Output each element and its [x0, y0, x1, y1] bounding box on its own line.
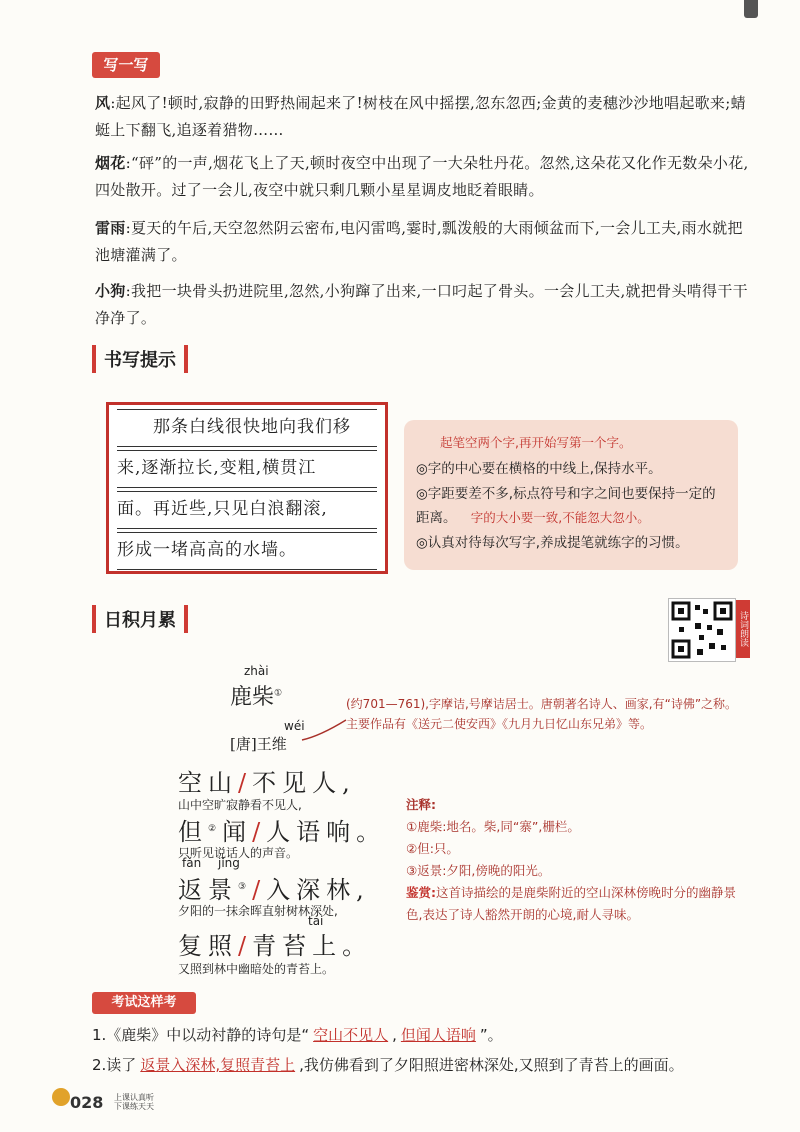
- author-pinyin: wéi: [284, 719, 305, 733]
- tip-item: ◎字距要差不多,标点符号和字之间也要保持一定的距离。 字的大小要一致,不能忽大忽小。: [416, 486, 716, 526]
- writing-tips-box: [404, 420, 738, 570]
- exam-section-tag: 考试这样考: [92, 992, 196, 1014]
- paragraph-text: :“砰”的一声,烟花飞上了天,顿时夜空中出现了一大朵牡丹花。忽然,这朵花又化作无数朵小花,四处散开。过了一会儿,夜空中就只剩几颗小星星调皮地眨着眼睛。: [95, 154, 749, 199]
- handwriting-sample: [106, 402, 388, 574]
- star-icon: [52, 1088, 70, 1106]
- answer: 空山不见人: [313, 1026, 389, 1044]
- appreciation: 鉴赏:这首诗描绘的是鹿柴附近的空山深林傍晚时分的幽静景色,表达了诗人豁然开朗的心境,耐人寻味。: [406, 885, 737, 922]
- paragraph-text: :夏天的午后,天空忽然阴云密布,电闪雷鸣,霎时,瓢泼般的大雨倾盆而下,一会儿工夫,雨水就把池塘灌满了。: [95, 219, 743, 264]
- note-item: ③返景:夕阳,傍晚的阳光。: [406, 863, 551, 878]
- tip-item: ◎认真对待每次写字,养成提笔就练字的习惯。: [416, 535, 689, 551]
- paragraph-wind: [95, 90, 755, 144]
- writing-tips-header: 书写提示: [92, 344, 188, 374]
- verse3-pinyin-b: jǐng: [218, 856, 240, 870]
- paragraph-label: 小狗: [95, 282, 126, 300]
- paragraph-label: 雷雨: [95, 219, 126, 237]
- exam-question-2: 2.读了 返景入深林,复照青苔上 ,我仿佛看到了夕阳照进密林深处,又照到了青苔上的画面。: [92, 1056, 684, 1074]
- poem-line-2: 但②闻/人语响。: [178, 818, 387, 846]
- poem-line-3: 返景③/入深林,: [178, 876, 370, 904]
- poem-translation-4: 又照到林中幽暗处的青苔上。: [178, 962, 335, 976]
- paragraph-label: 风: [95, 94, 111, 112]
- poem-notes: [406, 794, 746, 926]
- qr-code-icon[interactable]: [668, 598, 736, 662]
- notes-title: 注释:: [406, 797, 436, 812]
- answer: 但闻人语响: [400, 1026, 476, 1044]
- answer: 返景入深林,复照青苔上: [140, 1056, 296, 1074]
- paragraph-thunderstorm: [95, 215, 755, 269]
- poem-translation-1: 山中空旷寂静看不见人,: [178, 798, 302, 812]
- handwriting-line: 来,逐渐拉长,变粗,横贯江: [117, 450, 377, 488]
- tip-red-note: 起笔空两个字,再开始写第一个字。: [440, 435, 632, 450]
- paragraph-text: :我把一块骨头扔进院里,忽然,小狗蹿了出来,一口叼起了骨头。一会儿工夫,就把骨头啃得干干净净了。: [95, 282, 748, 327]
- write-section-tag: 写一写: [92, 52, 160, 78]
- exam-question-1: 1.《鹿柴》中以动衬静的诗句是“ 空山不见人 , 但闻人语响 ”。: [92, 1026, 503, 1044]
- title-pinyin: zhài: [244, 664, 269, 678]
- poem-translation-3: 夕阳的一抹余晖直射树林深处,: [178, 904, 338, 918]
- poem-author: [唐]王维: [230, 735, 287, 753]
- tip-red-note: 字的大小要一致,不能忽大忽小。: [470, 510, 650, 525]
- author-note-arrow: [300, 716, 350, 746]
- verse4-pinyin: tái: [308, 914, 324, 928]
- poem-title: 鹿柴①: [230, 685, 283, 710]
- tip-item: ◎字的中心要在横格的中线上,保持水平。: [416, 461, 662, 477]
- author-note: (约701—761),字摩诘,号摩诘居士。唐朝著名诗人、画家,有“诗佛”之称。主要作品有《送元二使安西》《九月九日忆山东兄弟》等。: [346, 697, 738, 731]
- paragraph-label: 烟花: [95, 154, 126, 172]
- handwriting-line: 形成一堵高高的水墙。: [117, 532, 377, 570]
- note-item: ①鹿柴:地名。柴,同“寨”,栅栏。: [406, 819, 580, 834]
- qr-label: 诗词朗读: [736, 600, 750, 658]
- note-item: ②但:只。: [406, 841, 459, 856]
- page-corner-mark: [744, 0, 758, 18]
- verse3-pinyin-a: fǎn: [182, 856, 202, 870]
- handwriting-line: 面。再近些,只见白浪翻滚,: [117, 491, 377, 529]
- poem-line-1: 空山/不见人,: [178, 769, 356, 797]
- daily-accumulation-header: 日积月累: [92, 604, 188, 634]
- poem-translation-2: 只听见说话人的声音。: [178, 846, 299, 860]
- paragraph-text: :起风了!顿时,寂静的田野热闹起来了!树枝在风中摇摆,忽东忽西;金黄的麦穗沙沙地唱起歌来;蜻蜓上下翻飞,追逐着猎物……: [95, 94, 746, 139]
- footer-slogan: 上课认真听 下课练天天: [114, 1093, 154, 1111]
- handwriting-line: 那条白线很快地向我们移: [117, 409, 377, 447]
- paragraph-fireworks: [95, 150, 755, 204]
- page-number: 028: [70, 1093, 104, 1112]
- paragraph-puppy: [95, 278, 755, 332]
- poem-line-4: 复照/青苔上。: [178, 932, 373, 960]
